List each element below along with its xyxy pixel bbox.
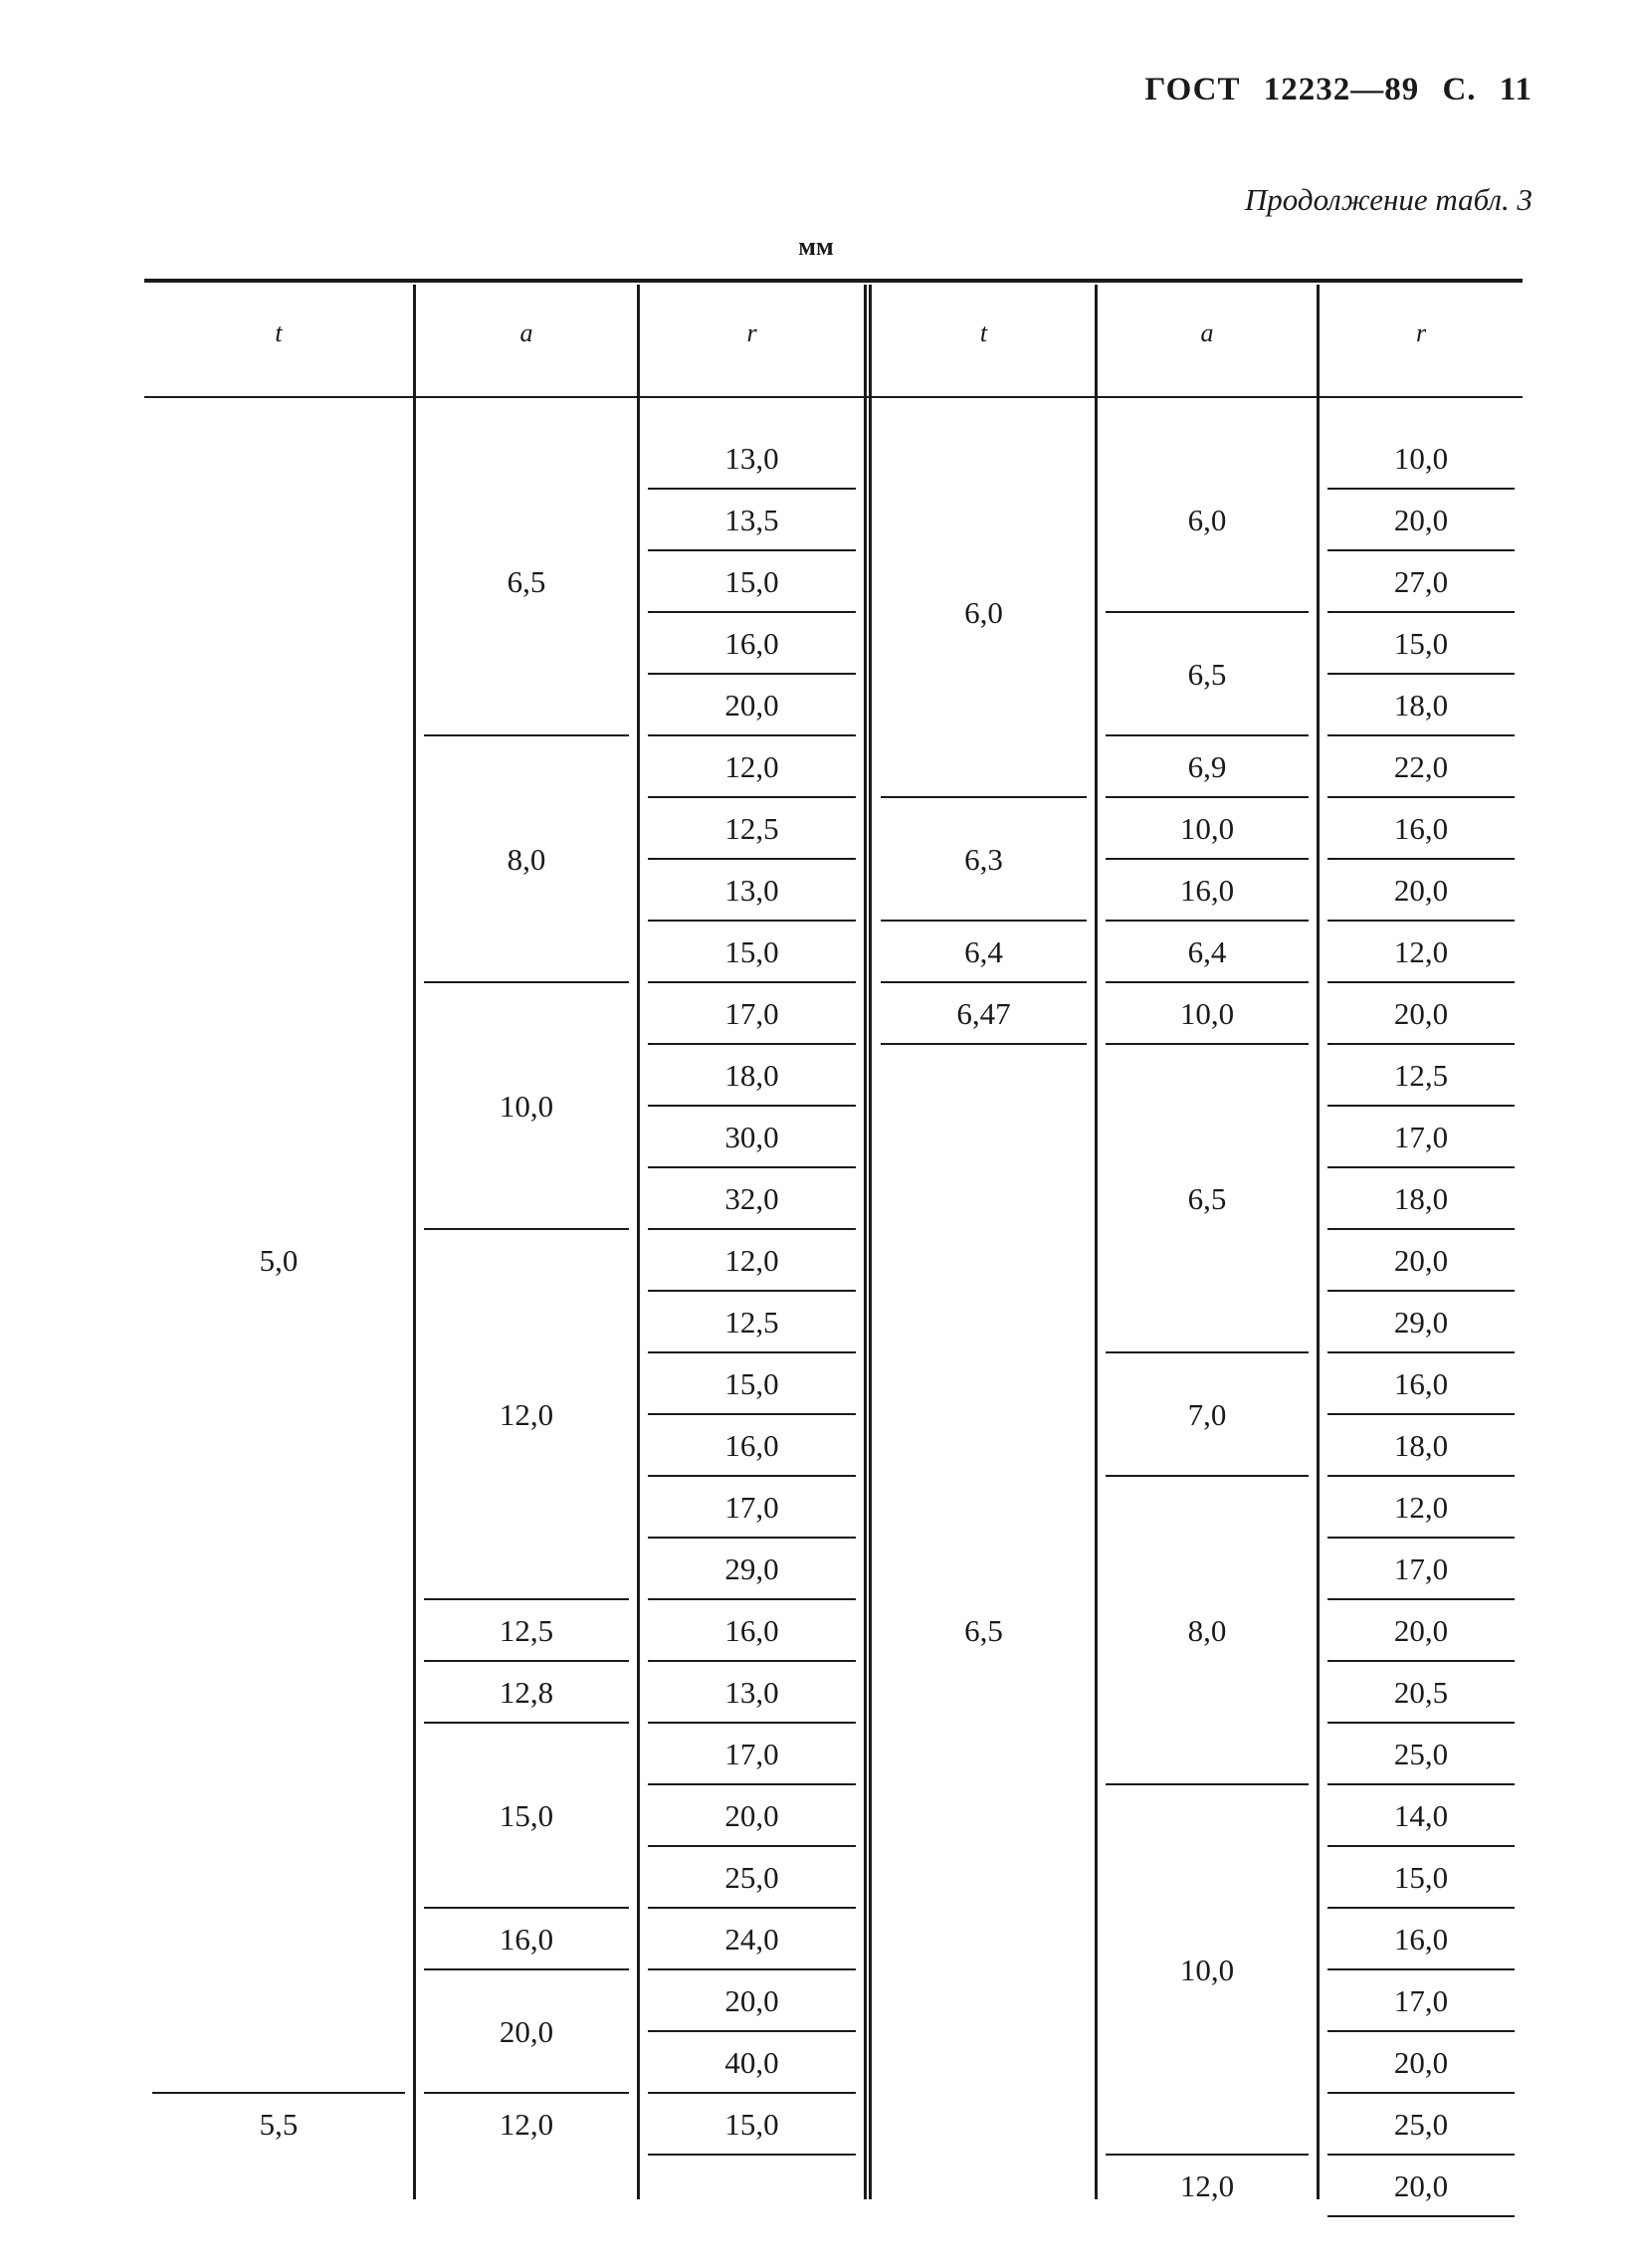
r-cell-left: 12,5 — [724, 1305, 779, 1340]
row-rule — [1327, 1845, 1515, 1847]
r-cell-left: 12,0 — [724, 1243, 779, 1278]
r-cell-left: 17,0 — [724, 996, 779, 1031]
row-rule — [1327, 1105, 1515, 1107]
r-cell-right: 20,0 — [1393, 1243, 1449, 1278]
r-cell-right: 20,0 — [1393, 503, 1449, 537]
column-header-r-left: r — [746, 318, 757, 347]
r-cell-left: 15,0 — [724, 564, 779, 599]
row-rule — [1327, 611, 1515, 613]
row-rule — [1327, 1413, 1515, 1415]
r-cell-left: 17,0 — [724, 1490, 779, 1525]
group-rule — [424, 1228, 629, 1230]
r-cell-right: 15,0 — [1393, 626, 1449, 661]
r-cell-right: 12,5 — [1393, 1058, 1449, 1093]
row-rule — [1327, 1660, 1515, 1662]
r-cell-left: 16,0 — [724, 1428, 779, 1463]
r-cell-right: 17,0 — [1393, 1551, 1449, 1586]
row-rule — [1327, 734, 1515, 736]
r-cell-right: 20,0 — [1393, 996, 1449, 1031]
row-rule — [648, 1968, 856, 1970]
a-cell-left: 20,0 — [499, 2014, 554, 2049]
row-rule — [648, 1351, 856, 1353]
r-cell-left: 20,0 — [724, 1798, 779, 1833]
row-rule — [648, 981, 856, 983]
group-rule — [1106, 1351, 1309, 1353]
a-cell-right: 7,0 — [1187, 1397, 1227, 1432]
group-rule — [1106, 734, 1309, 736]
r-cell-left: 18,0 — [724, 1058, 779, 1093]
r-cell-left: 13,5 — [724, 503, 779, 537]
row-rule — [648, 734, 856, 736]
a-cell-right: 8,0 — [1187, 1613, 1227, 1648]
group-rule — [152, 2092, 405, 2094]
unit-label: мм — [798, 232, 834, 261]
row-rule — [648, 488, 856, 490]
row-rule — [648, 1413, 856, 1415]
r-cell-right: 18,0 — [1393, 1428, 1449, 1463]
group-rule — [1106, 920, 1309, 922]
a-cell-left: 15,0 — [499, 1798, 554, 1833]
row-rule — [1327, 1537, 1515, 1539]
t-cell-right: 6,47 — [956, 996, 1011, 1031]
a-cell-right: 6,9 — [1187, 749, 1227, 784]
group-rule — [424, 734, 629, 736]
row-rule — [648, 1475, 856, 1477]
t-cell-right: 6,3 — [964, 842, 1003, 877]
row-rule — [648, 673, 856, 675]
row-rule — [1327, 549, 1515, 551]
row-rule — [1327, 1783, 1515, 1785]
t-cell-right: 6,0 — [964, 595, 1003, 630]
table-top-rule — [144, 279, 1523, 283]
row-rule — [1327, 1351, 1515, 1353]
a-cell-left: 12,8 — [499, 1675, 554, 1710]
group-rule — [1106, 2154, 1309, 2156]
r-cell-left: 15,0 — [724, 1366, 779, 1401]
column-divider — [1095, 285, 1098, 2199]
r-cell-right: 16,0 — [1393, 1366, 1449, 1401]
r-cell-right: 12,0 — [1393, 1490, 1449, 1525]
row-rule — [1327, 673, 1515, 675]
row-rule — [648, 1537, 856, 1539]
row-rule — [648, 611, 856, 613]
row-rule — [648, 549, 856, 551]
r-cell-left: 30,0 — [724, 1120, 779, 1154]
a-cell-right: 16,0 — [1179, 873, 1235, 908]
r-cell-left: 16,0 — [724, 1613, 779, 1648]
r-cell-right: 18,0 — [1393, 1181, 1449, 1216]
group-rule — [1106, 1475, 1309, 1477]
row-rule — [648, 858, 856, 860]
row-rule — [1327, 2154, 1515, 2156]
row-rule — [1327, 2092, 1515, 2094]
column-header-a-right: a — [1200, 318, 1214, 347]
r-cell-right: 10,0 — [1393, 441, 1449, 476]
r-cell-right: 20,0 — [1393, 873, 1449, 908]
group-rule — [881, 981, 1087, 983]
a-cell-right: 10,0 — [1179, 1953, 1235, 1987]
r-cell-right: 25,0 — [1393, 2107, 1449, 2142]
r-cell-right: 20,5 — [1393, 1675, 1449, 1710]
row-rule — [1327, 2030, 1515, 2032]
group-rule — [1106, 858, 1309, 860]
r-cell-right: 27,0 — [1393, 564, 1449, 599]
group-rule — [1106, 1783, 1309, 1785]
column-header-r-right: r — [1415, 318, 1427, 347]
group-rule — [1106, 611, 1309, 613]
t-cell-right: 6,4 — [964, 934, 1003, 969]
row-rule — [1327, 858, 1515, 860]
r-cell-left: 25,0 — [724, 1860, 779, 1895]
a-cell-left: 8,0 — [507, 842, 546, 877]
r-cell-right: 25,0 — [1393, 1737, 1449, 1771]
row-rule — [648, 796, 856, 798]
a-cell-left: 10,0 — [499, 1089, 554, 1124]
r-cell-left: 12,0 — [724, 749, 779, 784]
table-continuation-label: Продолжение табл. 3 — [1244, 182, 1532, 217]
row-rule — [648, 1722, 856, 1724]
r-cell-right: 20,0 — [1393, 2045, 1449, 2080]
row-rule — [1327, 1598, 1515, 1600]
a-cell-left: 16,0 — [499, 1922, 554, 1957]
row-rule — [1327, 920, 1515, 922]
r-cell-right: 17,0 — [1393, 1983, 1449, 2018]
r-cell-left: 24,0 — [724, 1922, 779, 1957]
group-rule — [424, 1660, 629, 1662]
group-rule — [424, 1598, 629, 1600]
group-rule — [424, 2092, 629, 2094]
group-rule — [1106, 796, 1309, 798]
row-rule — [1327, 796, 1515, 798]
r-cell-left: 29,0 — [724, 1551, 779, 1586]
t-cell-right: 6,5 — [964, 1613, 1003, 1648]
r-cell-left: 40,0 — [724, 2045, 779, 2080]
row-rule — [1327, 981, 1515, 983]
a-cell-left: 12,5 — [499, 1613, 554, 1648]
row-rule — [648, 1290, 856, 1292]
row-rule — [648, 920, 856, 922]
r-cell-right: 16,0 — [1393, 1922, 1449, 1957]
group-rule — [424, 981, 629, 983]
a-cell-left: 6,5 — [507, 564, 546, 599]
r-cell-left: 15,0 — [724, 2107, 779, 2142]
r-cell-left: 17,0 — [724, 1737, 779, 1771]
row-rule — [1327, 2215, 1515, 2217]
r-cell-left: 15,0 — [724, 934, 779, 969]
row-rule — [1327, 1228, 1515, 1230]
group-rule — [881, 1043, 1087, 1045]
r-cell-right: 16,0 — [1393, 811, 1449, 846]
r-cell-left: 13,0 — [724, 873, 779, 908]
r-cell-left: 20,0 — [724, 1983, 779, 2018]
row-rule — [1327, 1166, 1515, 1168]
row-rule — [1327, 1907, 1515, 1909]
group-rule — [881, 796, 1087, 798]
t-cell-left: 5,0 — [259, 1243, 299, 1278]
column-header-t-left: t — [275, 318, 283, 347]
row-rule — [648, 1166, 856, 1168]
row-rule — [648, 1907, 856, 1909]
page-header-title: ГОСТ 12232—89 С. 11 — [1144, 72, 1532, 107]
r-cell-right: 17,0 — [1393, 1120, 1449, 1154]
row-rule — [648, 1783, 856, 1785]
r-cell-right: 12,0 — [1393, 934, 1449, 969]
r-cell-right: 14,0 — [1393, 1798, 1449, 1833]
row-rule — [648, 2154, 856, 2156]
row-rule — [1327, 488, 1515, 490]
row-rule — [648, 1598, 856, 1600]
r-cell-left: 13,0 — [724, 1675, 779, 1710]
row-rule — [648, 1043, 856, 1045]
column-header-a-left: a — [519, 318, 533, 347]
column-header-t-right: t — [979, 318, 988, 347]
row-rule — [648, 1105, 856, 1107]
r-cell-right: 20,0 — [1393, 1613, 1449, 1648]
a-cell-right: 6,0 — [1187, 503, 1227, 537]
r-cell-left: 20,0 — [724, 688, 779, 722]
a-cell-right: 12,0 — [1179, 2168, 1235, 2203]
row-rule — [648, 2092, 856, 2094]
column-divider — [864, 285, 867, 2199]
r-cell-left: 13,0 — [724, 441, 779, 476]
r-cell-right: 15,0 — [1393, 1860, 1449, 1895]
a-cell-left: 12,0 — [499, 2107, 554, 2142]
r-cell-right: 18,0 — [1393, 688, 1449, 722]
r-cell-left: 12,5 — [724, 811, 779, 846]
r-cell-right: 22,0 — [1393, 749, 1449, 784]
r-cell-left: 16,0 — [724, 626, 779, 661]
row-rule — [1327, 1290, 1515, 1292]
a-cell-right: 6,4 — [1187, 934, 1227, 969]
r-cell-left: 32,0 — [724, 1181, 779, 1216]
row-rule — [648, 1228, 856, 1230]
row-rule — [648, 1660, 856, 1662]
column-divider — [869, 285, 872, 2199]
r-cell-right: 29,0 — [1393, 1305, 1449, 1340]
row-rule — [1327, 1475, 1515, 1477]
group-rule — [881, 920, 1087, 922]
a-cell-right: 10,0 — [1179, 996, 1235, 1031]
row-rule — [648, 2030, 856, 2032]
row-rule — [648, 1845, 856, 1847]
a-cell-right: 6,5 — [1187, 657, 1227, 692]
row-rule — [1327, 1722, 1515, 1724]
row-rule — [1327, 1043, 1515, 1045]
group-rule — [424, 1968, 629, 1970]
group-rule — [424, 1722, 629, 1724]
t-cell-left: 5,5 — [259, 2107, 299, 2142]
r-cell-right: 20,0 — [1393, 2168, 1449, 2203]
a-cell-left: 12,0 — [499, 1397, 554, 1432]
group-rule — [1106, 981, 1309, 983]
group-rule — [1106, 1043, 1309, 1045]
row-rule — [1327, 1968, 1515, 1970]
group-rule — [424, 1907, 629, 1909]
a-cell-right: 6,5 — [1187, 1181, 1227, 1216]
a-cell-right: 10,0 — [1179, 811, 1235, 846]
